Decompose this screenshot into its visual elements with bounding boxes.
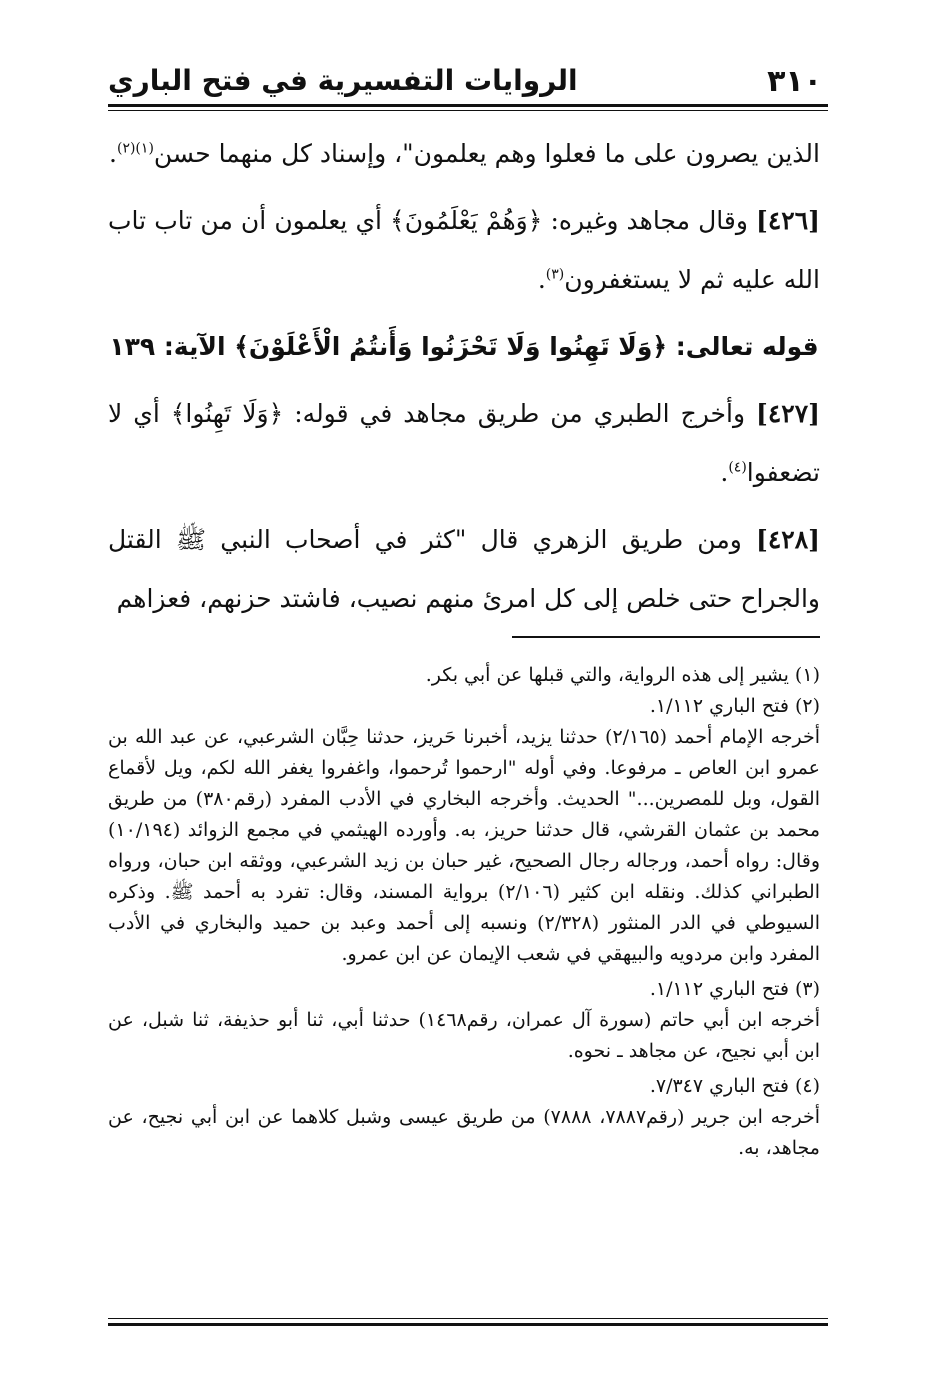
page-number: ٣١٠ — [767, 64, 822, 99]
verse-heading: قوله تعالى: ﴿وَلَا تَهِنُوا وَلَا تَحْزَنُوا وَأَنتُمُ الْأَعْلَوْنَ﴾ الآية: ١٣٩ — [109, 332, 819, 361]
narration-number: [٤٢٨] — [756, 525, 820, 554]
footnote-3-body: أخرجه ابن أبي حاتم (سورة آل عمران، رقم١٤٦٨) حدثنا أبي، ثنا أبو حذيفة، ثنا شبل، عن ابن أبي نجيح، عن مجاهد ـ نحوه. — [108, 1009, 820, 1062]
narration-number: [٤٢٦] — [756, 206, 820, 235]
footnote-2-ref: (٢) فتح الباري ١/١١٢. — [649, 695, 820, 717]
footnote-marker: (١)(٢) — [116, 140, 154, 157]
footnote-4-ref: (٤) فتح الباري ٧/٣٤٧. — [649, 1075, 820, 1097]
page-header — [108, 58, 828, 106]
main-text — [108, 124, 820, 628]
narration-number: [٤٢٧] — [756, 399, 821, 428]
footnote-marker: (٤) — [728, 459, 747, 476]
paragraph-426: [٤٢٦] وقال مجاهد وغيره: ﴿وَهُمْ يَعْلَمُونَ﴾ أي يعلمون أن من تاب تاب الله عليه ثم لا يستغفرون$^{(٣)}$. — [108, 206, 820, 294]
paragraph: الذين يصرون على ما فعلوا وهم يعلمون"، وإسناد كل منهما حسن$^{(١)(٢)}$. — [109, 139, 820, 168]
footer-rule — [108, 1318, 828, 1319]
running-title: الروايات التفسيرية في فتح الباري — [108, 64, 578, 97]
paragraph-427: [٤٢٧] وأخرج الطبري من طريق مجاهد في قوله: ﴿وَلَا تَهِنُوا﴾ أي لا تضعفوا$^{(٤)}$. — [108, 399, 821, 487]
footnote-2-body: أخرجه الإمام أحمد (٢/١٦٥) حدثنا يزيد، أخبرنا حَريز، حدثنا حِبَّان الشرعبي، عن عبد الله بن عمرو ابن العاص ـ مرفوعا. وفي أوله "ارحموا تُرحموا، واغفروا يغفر الله لكم، ويل لأقماع القول، وبل للمصرين..." الحديث. وأخرجه البخاري في الأدب المفرد (رقم٣٨٠) من طريق محمد بن عثمان القرشي، قال حدثنا حريز، به. وأورده الهيثمي في مجمع الزوائد (١٠/١٩٤) وقال: رواه أحمد، ورجاله رجال الصحيح، غير حبان بن زيد الشرعبي، ووثقه ابن حبان، ورواه الطبراني كذلك. ونقله ابن كثير (٢/١٠٦) برواية المسند، وقال: تفرد به أحمد ﷺ. وذكره السيوطي في الدر المنثور (٢/٣٢٨) ونسبه إلى أحمد وعبد بن حميد والبخاري في الأدب المفرد وابن مردويه والبيهقي في شعب الإيمان عن ابن عمرو. — [108, 726, 821, 965]
footnote-3-ref: (٣) فتح الباري ١/١١٢. — [649, 978, 820, 1000]
footnote-separator — [512, 636, 820, 638]
paragraph-428: [٤٢٨] ومن طريق الزهري قال "كثر في أصحاب النبي ﷺ القتل والجراح حتى خلص إلى كل امرئ منهم نصيب، فاشتد حزنهم، فعزاهم — [108, 525, 820, 613]
footnotes — [108, 660, 820, 1168]
footnote-1: (١) يشير إلى هذه الرواية، والتي قبلها عن أبي بكر. — [425, 664, 820, 686]
header-rule — [108, 104, 828, 107]
footer-rule-thick — [108, 1323, 828, 1326]
footnote-4-body: أخرجه ابن جرير (رقم٧٨٨٧، ٧٨٨٨) من طريق عيسى وشبل كلاهما عن ابن أبي نجيح، عن مجاهد، به. — [108, 1106, 821, 1159]
header-rule-thin — [108, 110, 828, 111]
footnote-marker: (٣) — [545, 266, 565, 283]
